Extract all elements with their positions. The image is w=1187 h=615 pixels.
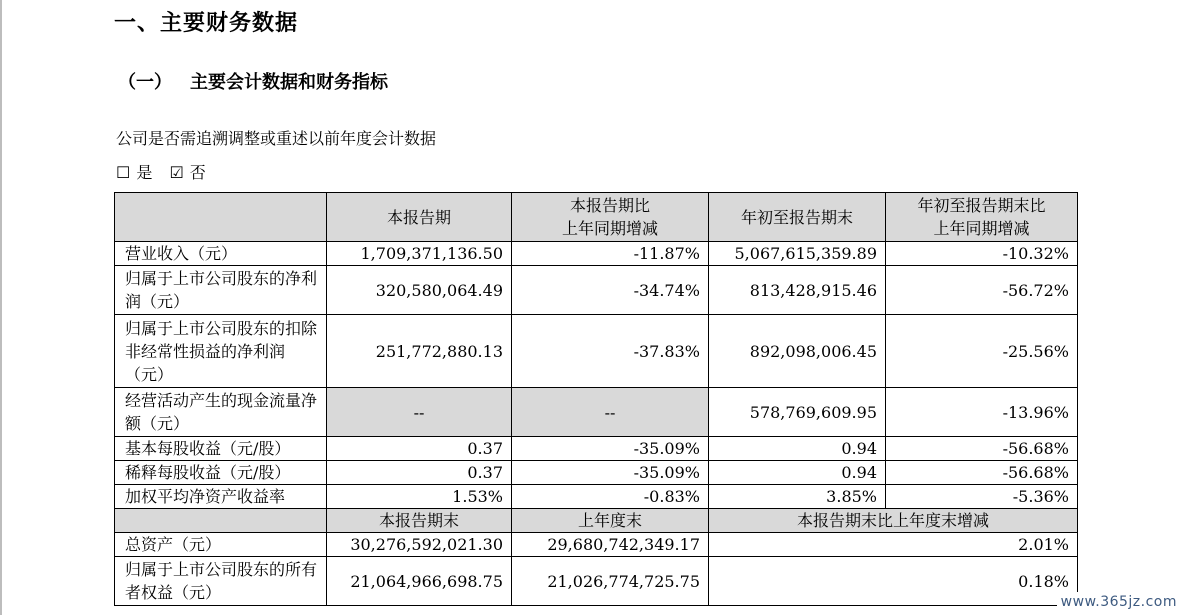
cell-current-period: 0.37 bbox=[327, 437, 512, 461]
subsection-heading bbox=[118, 68, 388, 94]
subsection-title: 主要会计数据和财务指标 bbox=[190, 72, 388, 93]
cell-ytd-yoy: -25.56% bbox=[886, 315, 1078, 388]
table-header-row bbox=[115, 193, 1078, 242]
cell-ytd: 892,098,006.45 bbox=[709, 315, 886, 388]
cell-ytd-yoy: -56.68% bbox=[886, 461, 1078, 485]
table-row bbox=[115, 557, 1078, 606]
row-label: 归属于上市公司股东的所有者权益（元） bbox=[115, 557, 327, 606]
cell-ytd: 0.94 bbox=[709, 437, 886, 461]
cell-ytd: 3.85% bbox=[709, 485, 886, 509]
checked-box-icon: ☑ bbox=[169, 163, 184, 182]
cell-current-period-yoy: -37.83% bbox=[512, 315, 709, 388]
cell-current-period: 320,580,064.49 bbox=[327, 266, 512, 315]
header-period-end-change: 本报告期末比上年度末增减 bbox=[709, 509, 1078, 533]
table-row bbox=[115, 461, 1078, 485]
table-row bbox=[115, 388, 1078, 437]
cell-current-period: 1.53% bbox=[327, 485, 512, 509]
table-row bbox=[115, 485, 1078, 509]
section-title: 一、主要财务数据 bbox=[114, 11, 299, 36]
cell-ytd: 813,428,915.46 bbox=[709, 266, 886, 315]
option-yes-label: 是 bbox=[136, 163, 153, 182]
unchecked-box-icon: ☐ bbox=[116, 163, 131, 182]
header-prior-year-end: 上年度末 bbox=[512, 509, 709, 533]
watermark-link[interactable]: www.365jz.com bbox=[1057, 592, 1181, 612]
cell-current-period-yoy: -0.83% bbox=[512, 485, 709, 509]
cell-ytd-yoy: -56.72% bbox=[886, 266, 1078, 315]
cell-period-end: 30,276,592,021.30 bbox=[327, 533, 512, 557]
cell-prior-year-end: 21,026,774,725.75 bbox=[512, 557, 709, 606]
table-row bbox=[115, 242, 1078, 266]
row-label: 总资产（元） bbox=[115, 533, 327, 557]
header-current-period-yoy: 本报告期比 上年同期增减 bbox=[512, 193, 709, 242]
table-row bbox=[115, 437, 1078, 461]
restatement-options bbox=[116, 160, 218, 183]
table-row bbox=[115, 266, 1078, 315]
row-label: 归属于上市公司股东的净利润（元） bbox=[115, 266, 327, 315]
cell-ytd-yoy: -13.96% bbox=[886, 388, 1078, 437]
financial-data-table bbox=[114, 192, 1078, 606]
header2-cell-blank bbox=[115, 509, 327, 533]
table-header-row-2 bbox=[115, 509, 1078, 533]
cell-current-period-yoy: -34.74% bbox=[512, 266, 709, 315]
row-label: 归属于上市公司股东的扣除非经常性损益的净利润（元） bbox=[115, 315, 327, 388]
row-label: 经营活动产生的现金流量净额（元） bbox=[115, 388, 327, 437]
cell-change: 0.18% bbox=[709, 557, 1078, 606]
row-label: 稀释每股收益（元/股） bbox=[115, 461, 327, 485]
option-no bbox=[169, 163, 211, 182]
cell-current-period-yoy: -11.87% bbox=[512, 242, 709, 266]
cell-current-period: -- bbox=[327, 388, 512, 437]
cell-current-period-yoy: -35.09% bbox=[512, 461, 709, 485]
cell-current-period: 1,709,371,136.50 bbox=[327, 242, 512, 266]
table-row bbox=[115, 315, 1078, 388]
row-label: 基本每股收益（元/股） bbox=[115, 437, 327, 461]
subsection-number: （一） bbox=[118, 72, 172, 93]
header-ytd: 年初至报告期末 bbox=[709, 193, 886, 242]
row-label: 加权平均净资产收益率 bbox=[115, 485, 327, 509]
header-cell-blank bbox=[115, 193, 327, 242]
page-left-border bbox=[0, 0, 2, 615]
cell-current-period: 251,772,880.13 bbox=[327, 315, 512, 388]
restatement-question: 公司是否需追溯调整或重述以前年度会计数据 bbox=[116, 129, 437, 148]
option-yes bbox=[116, 163, 158, 182]
cell-ytd: 5,067,615,359.89 bbox=[709, 242, 886, 266]
header-ytd-yoy: 年初至报告期末比 上年同期增减 bbox=[886, 193, 1078, 242]
cell-current-period: 0.37 bbox=[327, 461, 512, 485]
cell-period-end: 21,064,966,698.75 bbox=[327, 557, 512, 606]
cell-change: 2.01% bbox=[709, 533, 1078, 557]
cell-ytd-yoy: -56.68% bbox=[886, 437, 1078, 461]
cell-current-period-yoy: -- bbox=[512, 388, 709, 437]
cell-ytd-yoy: -5.36% bbox=[886, 485, 1078, 509]
header-current-period: 本报告期 bbox=[327, 193, 512, 242]
row-label: 营业收入（元） bbox=[115, 242, 327, 266]
cell-ytd: 0.94 bbox=[709, 461, 886, 485]
cell-ytd: 578,769,609.95 bbox=[709, 388, 886, 437]
header-period-end: 本报告期末 bbox=[327, 509, 512, 533]
table-row bbox=[115, 533, 1078, 557]
cell-prior-year-end: 29,680,742,349.17 bbox=[512, 533, 709, 557]
cell-ytd-yoy: -10.32% bbox=[886, 242, 1078, 266]
cell-current-period-yoy: -35.09% bbox=[512, 437, 709, 461]
option-no-label: 否 bbox=[189, 163, 206, 182]
